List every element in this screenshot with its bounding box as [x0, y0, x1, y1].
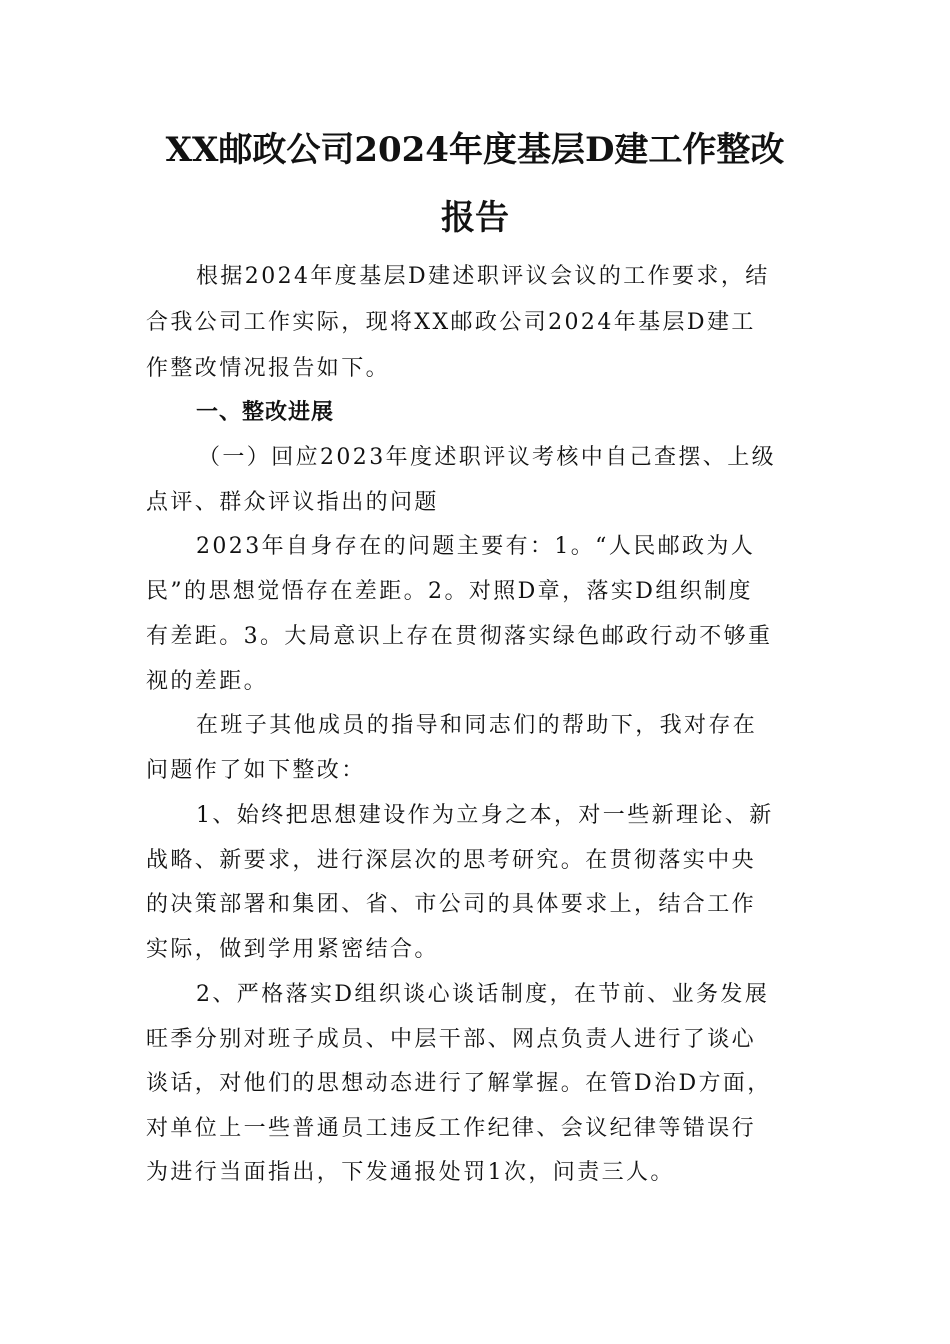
- paragraph-item-2-line: 对单位上一些普通员工违反工作纪律、会议纪律等错误行: [146, 1116, 757, 1141]
- paragraph-item-1-line: 实际，做到学用紧密结合。: [146, 937, 439, 962]
- paragraph-item-1-line: 战略、新要求，进行深层次的思考研究。在贯彻落实中央: [146, 848, 757, 873]
- document-title-line-2: 报告: [441, 198, 509, 238]
- paragraph-rectification-line: 在班子其他成员的指导和同志们的帮助下，我对存在: [196, 713, 758, 738]
- paragraph-item-2-line: 2、严格落实D组织谈心谈话制度，在节前、业务发展: [196, 982, 770, 1007]
- paragraph-rectification-line: 问题作了如下整改：: [146, 758, 366, 783]
- paragraph-intro-line: 根据2024年度基层D建述职评议会议的工作要求，结: [196, 264, 770, 289]
- paragraph-item-2-line: 旺季分别对班子成员、中层干部、网点负责人进行了谈心: [146, 1027, 757, 1052]
- paragraph-problems-line: 有差距。3。大局意识上存在贯彻落实绿色邮政行动不够重: [146, 624, 773, 649]
- paragraph-item-2-line: 谈话，对他们的思想动态进行了解掌握。在管D治D方面，: [146, 1071, 772, 1096]
- document-title-line-1: XX邮政公司2024年度基层D建工作整改: [165, 130, 785, 170]
- subsection-heading-line: （一）回应2023年度述职评议考核中自己查摆、上级: [198, 445, 776, 470]
- subsection-heading-line: 点评、群众评议指出的问题: [146, 490, 439, 515]
- paragraph-problems-line: 民”的思想觉悟存在差距。2。对照D章，落实D组织制度: [146, 579, 753, 604]
- paragraph-intro-line: 作整改情况报告如下。: [146, 356, 391, 381]
- paragraph-problems-line: 视的差距。: [146, 669, 269, 694]
- paragraph-problems-line: 2023年自身存在的问题主要有：1。“人民邮政为人: [196, 534, 756, 559]
- section-heading: 一、整改进展: [196, 400, 335, 425]
- paragraph-item-1-line: 1、始终把思想建设作为立身之本，对一些新理论、新: [196, 803, 774, 828]
- paragraph-intro-line: 合我公司工作实际，现将XX邮政公司2024年基层D建工: [146, 310, 756, 335]
- paragraph-item-1-line: 的决策部署和集团、省、市公司的具体要求上，结合工作: [146, 892, 757, 917]
- paragraph-item-2-line: 为进行当面指出，下发通报处罚1次，问责三人。: [146, 1160, 675, 1185]
